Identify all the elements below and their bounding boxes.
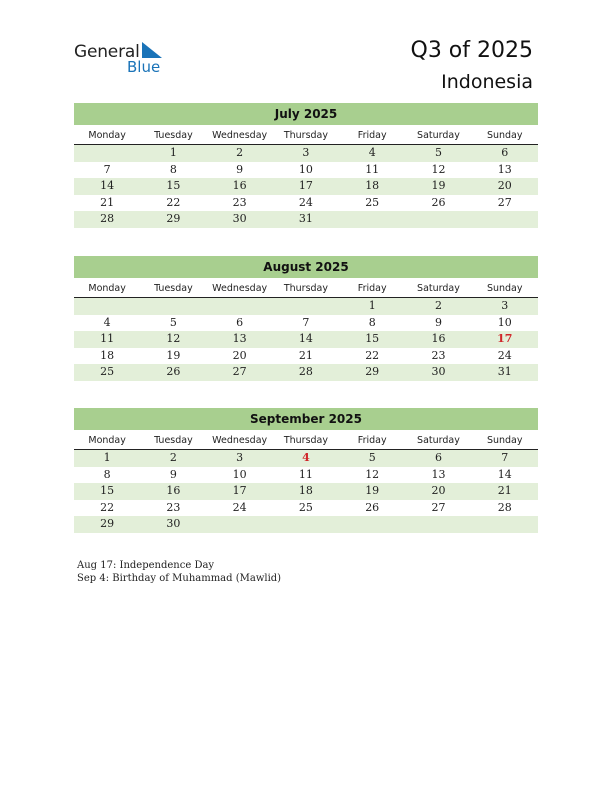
day-cell: 20 — [497, 179, 512, 192]
day-cell: 22 — [365, 348, 380, 362]
day-cell: 13 — [431, 467, 446, 481]
day-cell: 30 — [232, 212, 247, 225]
weekday-label: Tuesday — [154, 130, 193, 141]
weekday-label: Sunday — [486, 283, 523, 294]
day-cell — [273, 298, 339, 315]
day-cell: 14 — [100, 179, 115, 192]
day-cell: 23 — [166, 500, 181, 514]
holiday-note: Sep 4: Birthday of Muhammad (Mawlid) — [77, 573, 282, 584]
day-cell: 28 — [497, 500, 512, 514]
day-cell: 20 — [232, 348, 247, 362]
day-cell — [273, 516, 339, 533]
day-cell — [140, 298, 206, 315]
weekday-label: Saturday — [417, 130, 460, 141]
day-cell: 23 — [431, 348, 446, 362]
week-row — [74, 348, 538, 365]
day-cell: 16 — [166, 484, 181, 497]
weekday-label: Sunday — [486, 435, 523, 446]
weekday-header-row — [74, 432, 538, 450]
holiday-day-cell: 17 — [497, 332, 513, 345]
day-cell: 27 — [497, 195, 512, 209]
day-cell: 21 — [497, 484, 512, 497]
day-cell: 11 — [365, 162, 380, 176]
day-cell: 19 — [365, 484, 380, 497]
day-cell: 3 — [501, 299, 509, 312]
week-row — [74, 211, 538, 228]
day-cell: 6 — [434, 451, 442, 464]
month-title: August 2025 — [74, 256, 538, 278]
weekday-label: Thursday — [283, 283, 329, 294]
day-cell: 25 — [100, 365, 115, 378]
month-title: July 2025 — [74, 103, 538, 125]
day-cell — [472, 211, 538, 228]
day-cell: 7 — [103, 162, 111, 176]
weekday-label: Friday — [357, 435, 387, 446]
day-cell: 18 — [365, 179, 380, 192]
week-row — [74, 195, 538, 212]
week-row — [74, 467, 538, 484]
day-cell: 28 — [298, 365, 313, 378]
weekday-label: Monday — [88, 283, 126, 294]
weekday-label: Thursday — [283, 435, 329, 446]
day-cell: 5 — [368, 451, 376, 464]
week-row — [74, 178, 538, 195]
day-cell: 12 — [365, 467, 380, 481]
day-cell: 3 — [236, 451, 244, 464]
day-cell: 22 — [166, 195, 181, 209]
day-cell: 16 — [232, 179, 247, 192]
day-cell: 5 — [169, 315, 177, 329]
day-cell: 18 — [298, 484, 313, 497]
day-cell: 3 — [302, 146, 310, 159]
day-cell: 9 — [434, 315, 442, 329]
day-cell: 29 — [166, 212, 181, 225]
day-cell: 18 — [100, 348, 115, 362]
weekday-label: Friday — [357, 283, 387, 294]
day-cell: 24 — [232, 500, 247, 514]
day-cell — [339, 516, 405, 533]
day-cell: 10 — [298, 162, 313, 176]
day-cell: 23 — [232, 195, 247, 209]
day-cell: 8 — [368, 315, 376, 329]
day-cell: 14 — [497, 467, 512, 481]
day-cell — [472, 516, 538, 533]
day-cell: 27 — [232, 365, 247, 378]
week-row — [74, 450, 538, 467]
day-cell — [339, 211, 405, 228]
weekday-label: Tuesday — [154, 435, 193, 446]
day-cell: 17 — [298, 179, 313, 192]
day-cell: 25 — [298, 500, 313, 514]
day-cell: 20 — [431, 484, 446, 497]
day-cell: 2 — [236, 146, 244, 159]
week-row — [74, 145, 538, 162]
day-cell: 24 — [497, 348, 512, 362]
day-cell: 26 — [365, 500, 380, 514]
weekday-header-row — [74, 127, 538, 145]
holiday-notes — [77, 559, 281, 585]
day-cell: 22 — [100, 500, 115, 514]
day-cell: 13 — [497, 162, 512, 176]
weekday-label: Sunday — [486, 130, 523, 141]
day-cell: 9 — [236, 162, 244, 176]
day-cell: 29 — [100, 517, 115, 530]
day-cell: 15 — [166, 179, 181, 192]
day-cell: 8 — [103, 467, 111, 481]
week-row — [74, 331, 538, 348]
day-cell: 28 — [100, 212, 115, 225]
logo — [74, 42, 174, 78]
day-cell: 11 — [100, 332, 115, 345]
weekday-label: Wednesday — [212, 283, 268, 294]
holiday-note: Aug 17: Independence Day — [77, 560, 215, 571]
week-row — [74, 483, 538, 500]
week-row — [74, 162, 538, 179]
day-cell: 30 — [166, 517, 181, 530]
day-cell: 4 — [103, 315, 111, 329]
day-cell: 7 — [302, 315, 310, 329]
day-cell — [207, 516, 273, 533]
day-cell — [207, 298, 273, 315]
month-title: September 2025 — [74, 408, 538, 430]
day-cell — [405, 516, 471, 533]
month-july — [74, 103, 538, 228]
day-cell: 10 — [232, 467, 247, 481]
day-cell: 31 — [497, 365, 512, 378]
day-cell: 16 — [431, 332, 446, 345]
day-cell: 4 — [368, 146, 376, 159]
page-title: Q3 of 2025 — [410, 38, 533, 63]
day-cell: 14 — [298, 332, 313, 345]
logo-general-text: General — [74, 42, 140, 62]
weekday-label: Monday — [88, 130, 126, 141]
month-august — [74, 256, 538, 381]
day-cell: 9 — [169, 467, 177, 481]
day-cell: 6 — [236, 315, 244, 329]
day-cell: 8 — [169, 162, 177, 176]
holiday-day-cell: 4 — [302, 451, 310, 464]
day-cell: 17 — [232, 484, 247, 497]
day-cell: 30 — [431, 365, 446, 378]
day-cell — [74, 145, 140, 162]
week-row — [74, 516, 538, 533]
day-cell: 1 — [169, 146, 177, 159]
day-cell: 7 — [501, 451, 509, 464]
week-row — [74, 298, 538, 315]
weekday-label: Thursday — [283, 130, 329, 141]
day-cell: 12 — [431, 162, 446, 176]
week-row — [74, 500, 538, 517]
day-cell: 13 — [232, 332, 247, 345]
day-cell: 6 — [501, 146, 509, 159]
weekday-label: Tuesday — [154, 283, 193, 294]
day-cell: 15 — [365, 332, 380, 345]
day-cell: 11 — [298, 467, 313, 481]
day-cell — [74, 298, 140, 315]
day-cell: 10 — [497, 315, 512, 329]
day-cell: 21 — [298, 348, 313, 362]
weekday-label: Saturday — [417, 283, 460, 294]
day-cell: 2 — [434, 299, 442, 312]
month-september — [74, 408, 538, 533]
day-cell: 2 — [169, 451, 177, 464]
day-cell — [405, 211, 471, 228]
day-cell: 29 — [365, 365, 380, 378]
logo-blue-text: Blue — [127, 58, 161, 76]
weekday-header-row — [74, 280, 538, 298]
day-cell: 21 — [100, 195, 115, 209]
weekday-label: Saturday — [417, 435, 460, 446]
day-cell: 25 — [365, 195, 380, 209]
weekday-label: Wednesday — [212, 130, 268, 141]
day-cell: 31 — [298, 212, 313, 225]
week-row — [74, 364, 538, 381]
weekday-label: Friday — [357, 130, 387, 141]
day-cell: 12 — [166, 332, 181, 345]
day-cell: 19 — [166, 348, 181, 362]
day-cell: 24 — [298, 195, 313, 209]
day-cell: 26 — [166, 365, 181, 378]
day-cell: 1 — [368, 299, 376, 312]
weekday-label: Wednesday — [212, 435, 268, 446]
weekday-label: Monday — [88, 435, 126, 446]
day-cell: 1 — [103, 451, 111, 464]
day-cell: 27 — [431, 500, 446, 514]
day-cell: 26 — [431, 195, 446, 209]
day-cell: 5 — [434, 146, 442, 159]
week-row — [74, 315, 538, 332]
country-name: Indonesia — [441, 71, 533, 93]
day-cell: 15 — [100, 484, 115, 497]
day-cell: 19 — [431, 179, 446, 192]
